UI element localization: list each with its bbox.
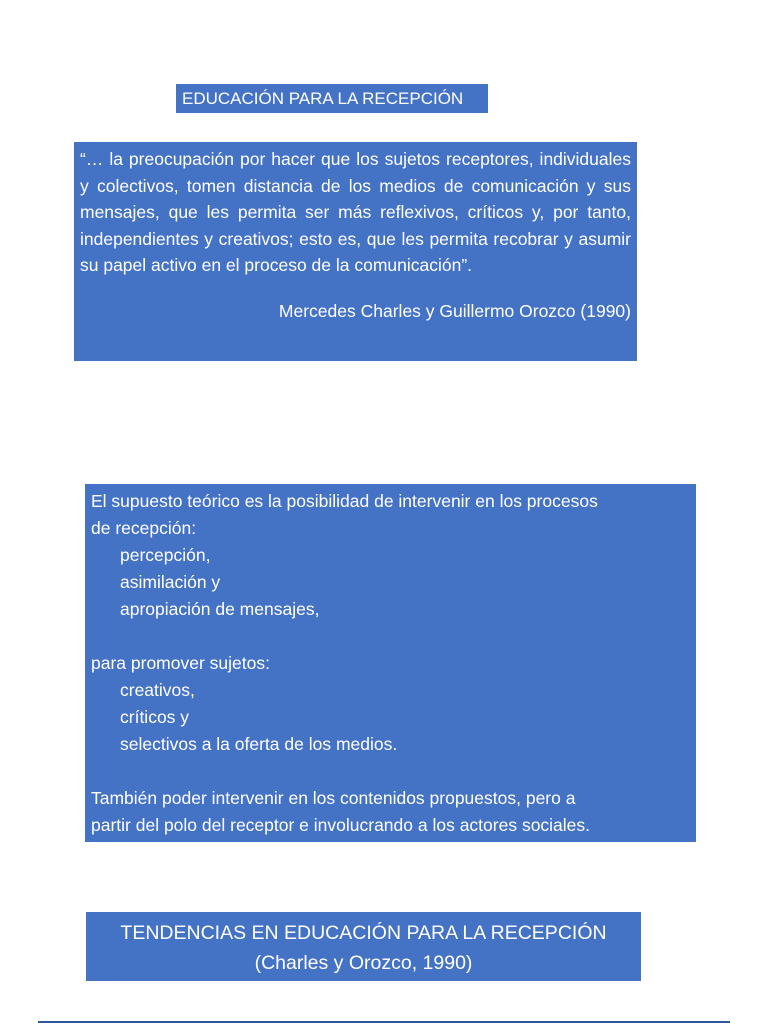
subject-item: selectivos a la oferta de los medios. [120,734,398,754]
process-item: asimilación y [120,572,221,592]
tendencies-title-box [86,912,641,981]
theory-intro-line-1: El supuesto teórico es la posibilidad de intervenir en los procesos [91,491,598,511]
section-title-text: EDUCACIÓN PARA LA RECEPCIÓN [182,89,464,108]
quote-text: “… la preocupación por hacer que los sujetos receptores, individuales y colectivos, tomen distancia de los medios de comunicación y sus mensajes, que les permita ser más reflexivos, críticos y, por tanto, independientes y creativos; esto es, que les permita recobrar y asumir su papel activo en el proceso de la comunicación”. [80,149,631,276]
spacer [91,623,690,650]
theory-closing-line-2: partir del polo del receptor e involucrando a los actores sociales. [91,815,591,835]
section-title [176,84,488,113]
theory-intro-line-2: de recepción: [91,518,197,538]
tendencies-title: TENDENCIAS EN EDUCACIÓN PARA LA RECEPCIÓN [120,922,607,944]
spacer [91,758,690,785]
process-item: apropiación de mensajes, [120,599,320,619]
quote-box [74,142,637,361]
subject-item: creativos, [120,680,195,700]
quote-author: Mercedes Charles y Guillermo Orozco (1990) [278,300,631,321]
process-item: percepción, [120,545,211,565]
theory-closing-line-1: También poder intervenir en los contenidos propuestos, pero a [91,788,576,808]
subject-item: críticos y [120,707,190,727]
tendencies-citation: (Charles y Orozco, 1990) [254,952,473,974]
bottom-divider [38,1021,730,1023]
theory-box [85,484,696,842]
promote-heading: para promover sujetos: [91,653,270,673]
